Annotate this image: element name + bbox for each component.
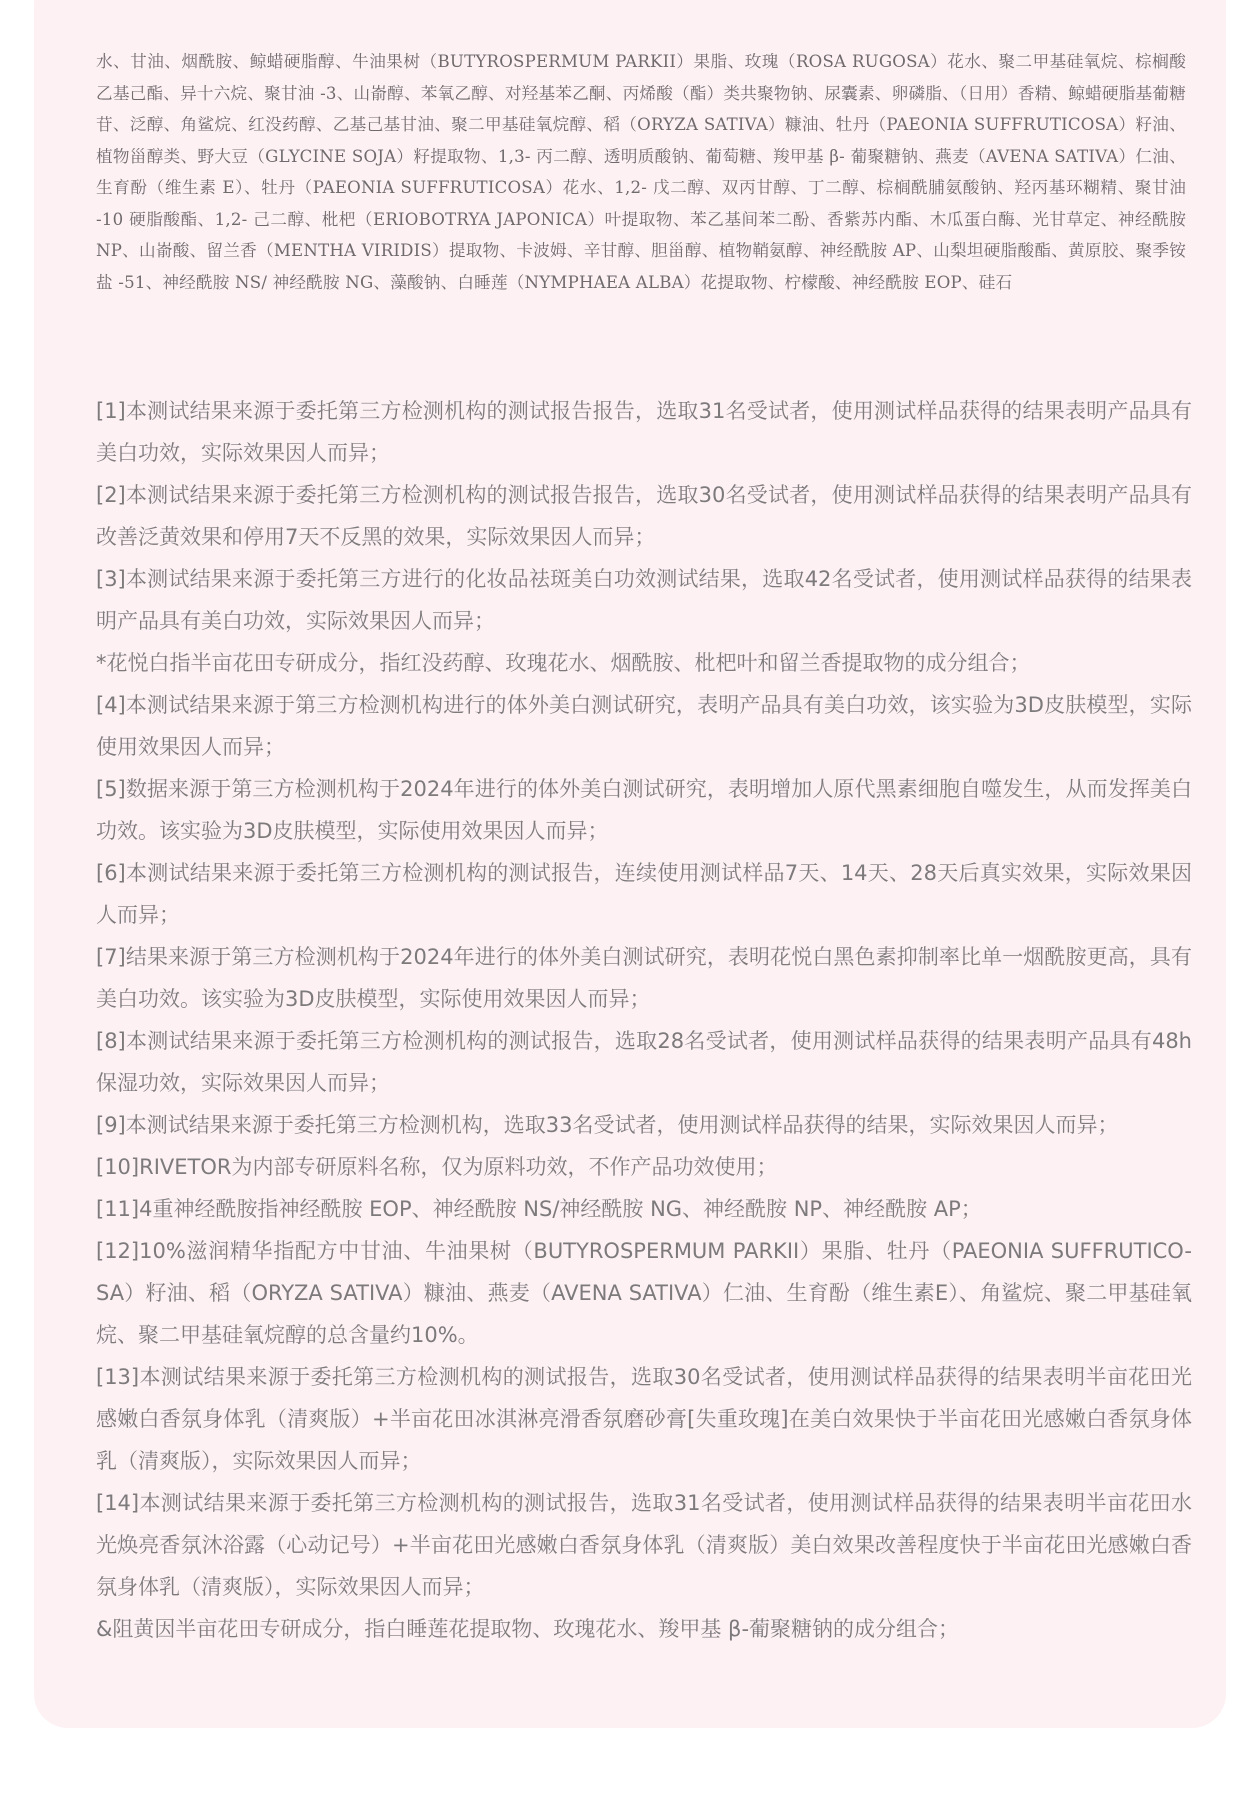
footnote-list bbox=[96, 390, 1192, 1650]
footnote-10: [10]RIVETOR为内部专研原料名称，仅为原料功效，不作产品功效使用； bbox=[96, 1155, 778, 1179]
footnote-zuhuangyin: &阻黄因半亩花田专研成分，指白睡莲花提取物、玫瑰花水、羧甲基 β-葡聚糖钠的成分组合； bbox=[96, 1617, 960, 1641]
footnote-5: [5]数据来源于第三方检测机构于2024年进行的体外美白测试研究，表明增加人原代黑素细胞自噬发生，从而发挥美白功效。该实验为3D皮肤模型，实际使用效果因人而异； bbox=[96, 777, 1192, 843]
footnote-12: [12]10%滋润精华指配方中甘油、牛油果树（BUTYROSPERMUM PARKII）果脂、牡丹（PAEONIA SUFFRUTICO-SA）籽油、稻（ORYZA SATIVA）糠油、燕麦（AVENA SATIVA）仁油、生育酚（维生素E）、角鲨烷、聚二甲基硅氧烷、聚二甲基硅氧烷醇的总含量约10%。 bbox=[96, 1239, 1192, 1347]
ingredient-list: 水、甘油、烟酰胺、鲸蜡硬脂醇、牛油果树（BUTYROSPERMUM PARKII）果脂、玫瑰（ROSA RUGOSA）花水、聚二甲基硅氧烷、棕榈酸乙基己酯、异十六烷、聚甘油 -3、山嵛醇、苯氧乙醇、对羟基苯乙酮、丙烯酸（酯）类共聚物钠、尿囊素、卵磷脂、（日用）香精、鲸蜡硬脂基葡糖苷、泛醇、角鲨烷、红没药醇、乙基己基甘油、聚二甲基硅氧烷醇、稻（ORYZA SATIVA）糠油、牡丹（PAEONIA SUFFRUTICOSA）籽油、植物甾醇类、野大豆（GLYCINE SOJA）籽提取物、1,3- 丙二醇、透明质酸钠、葡萄糖、羧甲基 β- 葡聚糖钠、燕麦（AVENA SATIVA）仁油、生育酚（维生素 E）、牡丹（PAEONIA SUFFRUTICOSA）花水、1,2- 戊二醇、双丙甘醇、丁二醇、棕榈酰脯氨酸钠、羟丙基环糊精、聚甘油 -10 硬脂酸酯、1,2- 己二醇、枇杷（ERIOBOTRYA JAPONICA）叶提取物、苯乙基间苯二酚、香紫苏内酯、木瓜蛋白酶、光甘草定、神经酰胺 NP、山嵛酸、留兰香（MENTHA VIRIDIS）提取物、卡波姆、辛甘醇、胆甾醇、植物鞘氨醇、神经酰胺 AP、山梨坦硬脂酸酯、黄原胶、聚季铵盐 -51、神经酰胺 NS/ 神经酰胺 NG、藻酸钠、白睡莲（NYMPHAEA ALBA）花提取物、柠檬酸、神经酰胺 EOP、硅石 bbox=[96, 52, 1186, 292]
footnote-huayuebai: *花悦白指半亩花田专研成分，指红没药醇、玫瑰花水、烟酰胺、枇杷叶和留兰香提取物的成分组合； bbox=[96, 651, 1031, 675]
footnote-9: [9]本测试结果来源于委托第三方检测机构，选取33名受试者，使用测试样品获得的结果，实际效果因人而异； bbox=[96, 1113, 1119, 1137]
footnote-7: [7]结果来源于第三方检测机构于2024年进行的体外美白测试研究，表明花悦白黑色素抑制率比单一烟酰胺更高，具有美白功效。该实验为3D皮肤模型，实际使用效果因人而异； bbox=[96, 945, 1192, 1011]
footnote-4: [4]本测试结果来源于第三方检测机构进行的体外美白测试研究，表明产品具有美白功效，该实验为3D皮肤模型，实际使用效果因人而异； bbox=[96, 693, 1192, 759]
footnote-2: [2]本测试结果来源于委托第三方检测机构的测试报告报告，选取30名受试者，使用测试样品获得的结果表明产品具有改善泛黄效果和停用7天不反黑的效果，实际效果因人而异； bbox=[96, 483, 1192, 549]
footnote-6: [6]本测试结果来源于委托第三方检测机构的测试报告，连续使用测试样品7天、14天、28天后真实效果，实际效果因人而异； bbox=[96, 861, 1192, 927]
footnote-3: [3]本测试结果来源于委托第三方进行的化妆品祛斑美白功效测试结果，选取42名受试者，使用测试样品获得的结果表明产品具有美白功效，实际效果因人而异； bbox=[96, 567, 1192, 633]
footnote-13: [13]本测试结果来源于委托第三方检测机构的测试报告，选取30名受试者，使用测试样品获得的结果表明半亩花田光感嫩白香氛身体乳（清爽版）+半亩花田冰淇淋亮滑香氛磨砂膏[失重玫瑰]在美白效果快于半亩花田光感嫩白香氛身体乳（清爽版），实际效果因人而异； bbox=[96, 1365, 1192, 1473]
footnote-8: [8]本测试结果来源于委托第三方检测机构的测试报告，选取28名受试者，使用测试样品获得的结果表明产品具有48h保湿功效，实际效果因人而异； bbox=[96, 1029, 1192, 1095]
footnote-14: [14]本测试结果来源于委托第三方检测机构的测试报告，选取31名受试者，使用测试样品获得的结果表明半亩花田水光焕亮香氛沐浴露（心动记号）+半亩花田光感嫩白香氛身体乳（清爽版）美白效果改善程度快于半亩花田光感嫩白香氛身体乳（清爽版），实际效果因人而异； bbox=[96, 1491, 1192, 1599]
footnote-11: [11]4重神经酰胺指神经酰胺 EOP、神经酰胺 NS/神经酰胺 NG、神经酰胺 NP、神经酰胺 AP； bbox=[96, 1197, 982, 1221]
footnote-1: [1]本测试结果来源于委托第三方检测机构的测试报告报告，选取31名受试者，使用测试样品获得的结果表明产品具有美白功效，实际效果因人而异； bbox=[96, 399, 1192, 465]
